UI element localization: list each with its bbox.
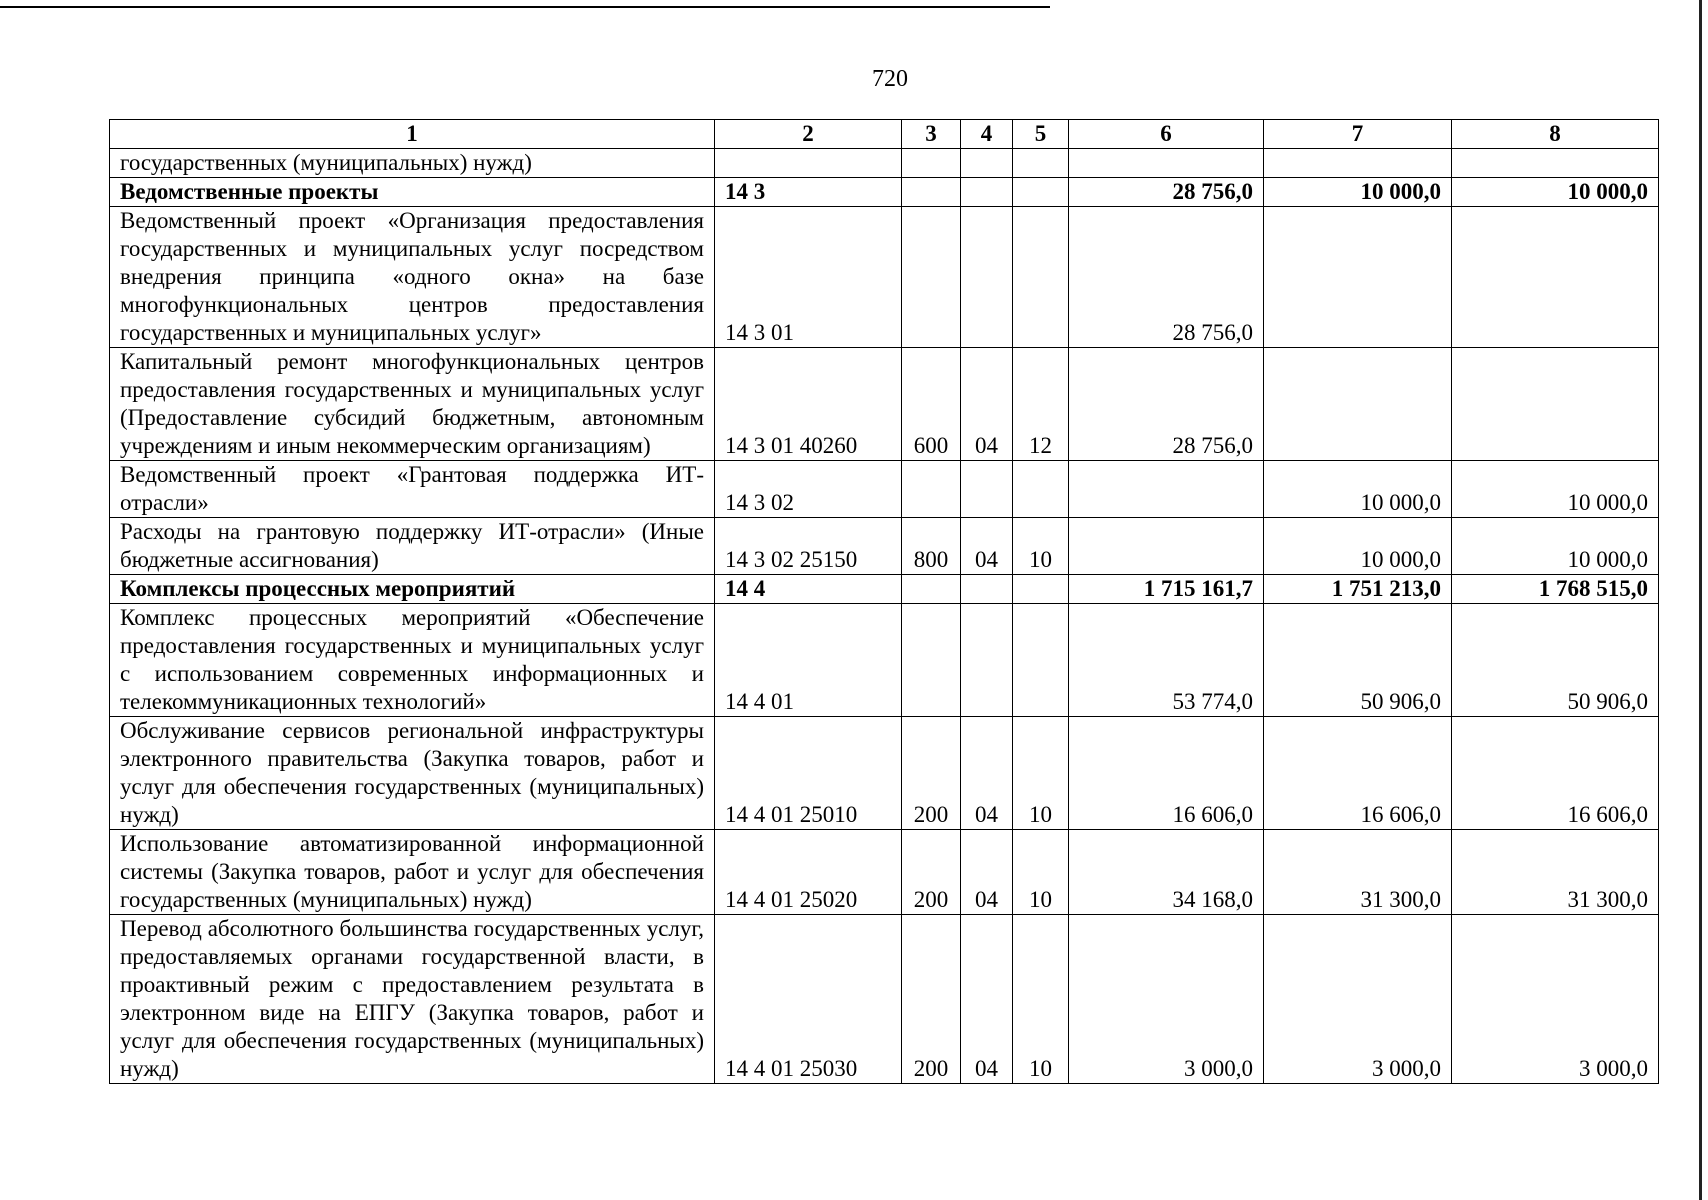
column-header: 2	[715, 120, 902, 149]
row-col4	[961, 604, 1013, 717]
row-value-6: 28 756,0	[1069, 207, 1264, 348]
row-value-7: 1 751 213,0	[1264, 575, 1452, 604]
row-col3: 600	[902, 348, 961, 461]
row-col4	[961, 461, 1013, 518]
page-edge	[1699, 0, 1702, 1200]
row-value-7: 31 300,0	[1264, 830, 1452, 915]
row-col5	[1013, 575, 1069, 604]
row-col5: 10	[1013, 915, 1069, 1084]
row-value-7: 10 000,0	[1264, 518, 1452, 575]
table-row	[110, 461, 1659, 518]
row-col4: 04	[961, 518, 1013, 575]
row-code: 14 3 01 40260	[715, 348, 902, 461]
row-code: 14 3	[715, 178, 902, 207]
section-row	[110, 178, 1659, 207]
row-col4	[961, 149, 1013, 178]
row-name: Капитальный ремонт многофункциональных центров предоставления государственных и муниципальных услуг (Предоставление субсидий бюджетным, автономным учреждениям и иным некоммерческим организациям)	[110, 348, 715, 461]
row-code: 14 4 01 25010	[715, 717, 902, 830]
row-code: 14 3 01	[715, 207, 902, 348]
row-col4: 04	[961, 348, 1013, 461]
row-value-7	[1264, 149, 1452, 178]
row-value-8: 16 606,0	[1452, 717, 1659, 830]
row-col5: 10	[1013, 830, 1069, 915]
row-col5	[1013, 604, 1069, 717]
row-col3	[902, 604, 961, 717]
row-name: Перевод абсолютного большинства государственных услуг, предоставляемых органами государственной власти, в проактивный режим с предоставлением результата в электронном виде на ЕПГУ (Закупка товаров, работ и услуг для обеспечения государственных (муниципальных) нужд)	[110, 915, 715, 1084]
row-value-8	[1452, 207, 1659, 348]
row-value-8	[1452, 348, 1659, 461]
row-col3: 200	[902, 830, 961, 915]
row-col3: 200	[902, 717, 961, 830]
row-col3: 200	[902, 915, 961, 1084]
row-value-6: 53 774,0	[1069, 604, 1264, 717]
row-value-7: 50 906,0	[1264, 604, 1452, 717]
row-value-6	[1069, 149, 1264, 178]
row-value-8: 3 000,0	[1452, 915, 1659, 1084]
row-code: 14 4 01 25020	[715, 830, 902, 915]
row-name: Ведомственный проект «Организация предоставления государственных и муниципальных услуг посредством внедрения принципа «одного окна» на базе многофункциональных центров предоставления государственных и муниципальных услуг»	[110, 207, 715, 348]
row-value-6: 16 606,0	[1069, 717, 1264, 830]
row-col3: 800	[902, 518, 961, 575]
row-name: Ведомственный проект «Грантовая поддержка ИТ-отрасли»	[110, 461, 715, 518]
row-col3	[902, 461, 961, 518]
row-name: Расходы на грантовую поддержку ИТ-отрасли» (Иные бюджетные ассигнования)	[110, 518, 715, 575]
row-col4: 04	[961, 830, 1013, 915]
row-col5	[1013, 461, 1069, 518]
row-col4: 04	[961, 717, 1013, 830]
page-number: 720	[872, 66, 908, 92]
row-code: 14 3 02	[715, 461, 902, 518]
table-row	[110, 717, 1659, 830]
table-row	[110, 518, 1659, 575]
row-value-6: 28 756,0	[1069, 348, 1264, 461]
top-rule	[0, 6, 1050, 8]
row-col3	[902, 575, 961, 604]
row-value-8	[1452, 149, 1659, 178]
section-row	[110, 575, 1659, 604]
row-value-8: 1 768 515,0	[1452, 575, 1659, 604]
table-row	[110, 915, 1659, 1084]
row-value-8: 10 000,0	[1452, 461, 1659, 518]
row-col5: 10	[1013, 518, 1069, 575]
table-row	[110, 830, 1659, 915]
row-value-8: 10 000,0	[1452, 518, 1659, 575]
table-row	[110, 149, 1659, 178]
row-name: государственных (муниципальных) нужд)	[110, 149, 715, 178]
column-header: 6	[1069, 120, 1264, 149]
row-col3	[902, 149, 961, 178]
row-name: Обслуживание сервисов региональной инфраструктуры электронного правительства (Закупка товаров, работ и услуг для обеспечения государственных (муниципальных) нужд)	[110, 717, 715, 830]
row-value-7: 16 606,0	[1264, 717, 1452, 830]
row-code: 14 4 01 25030	[715, 915, 902, 1084]
row-value-6: 3 000,0	[1069, 915, 1264, 1084]
row-value-8: 31 300,0	[1452, 830, 1659, 915]
budget-table	[109, 119, 1659, 1084]
row-value-6: 34 168,0	[1069, 830, 1264, 915]
row-name: Использование автоматизированной информационной системы (Закупка товаров, работ и услуг для обеспечения государственных (муниципальных) нужд)	[110, 830, 715, 915]
table-row	[110, 207, 1659, 348]
column-header: 4	[961, 120, 1013, 149]
row-col3	[902, 178, 961, 207]
column-header: 8	[1452, 120, 1659, 149]
row-value-7: 10 000,0	[1264, 178, 1452, 207]
row-col5	[1013, 207, 1069, 348]
row-value-7	[1264, 348, 1452, 461]
column-header: 1	[110, 120, 715, 149]
row-value-6: 28 756,0	[1069, 178, 1264, 207]
row-value-7: 10 000,0	[1264, 461, 1452, 518]
row-col4	[961, 207, 1013, 348]
row-col4: 04	[961, 915, 1013, 1084]
row-col5	[1013, 149, 1069, 178]
row-code	[715, 149, 902, 178]
row-name: Комплекс процессных мероприятий «Обеспечение предоставления государственных и муниципальных услуг с использованием современных информационных и телекоммуникационных технологий»	[110, 604, 715, 717]
header-row	[110, 120, 1659, 149]
row-value-8: 50 906,0	[1452, 604, 1659, 717]
row-code: 14 3 02 25150	[715, 518, 902, 575]
row-value-7: 3 000,0	[1264, 915, 1452, 1084]
row-col4	[961, 178, 1013, 207]
row-col5: 12	[1013, 348, 1069, 461]
row-col5: 10	[1013, 717, 1069, 830]
row-name: Ведомственные проекты	[110, 178, 715, 207]
row-col5	[1013, 178, 1069, 207]
column-header: 3	[902, 120, 961, 149]
row-col3	[902, 207, 961, 348]
row-value-6: 1 715 161,7	[1069, 575, 1264, 604]
row-name: Комплексы процессных мероприятий	[110, 575, 715, 604]
row-value-6	[1069, 518, 1264, 575]
row-value-7	[1264, 207, 1452, 348]
column-header: 7	[1264, 120, 1452, 149]
column-header: 5	[1013, 120, 1069, 149]
row-code: 14 4 01	[715, 604, 902, 717]
row-col4	[961, 575, 1013, 604]
row-value-8: 10 000,0	[1452, 178, 1659, 207]
table-row	[110, 348, 1659, 461]
row-code: 14 4	[715, 575, 902, 604]
table-row	[110, 604, 1659, 717]
row-value-6	[1069, 461, 1264, 518]
